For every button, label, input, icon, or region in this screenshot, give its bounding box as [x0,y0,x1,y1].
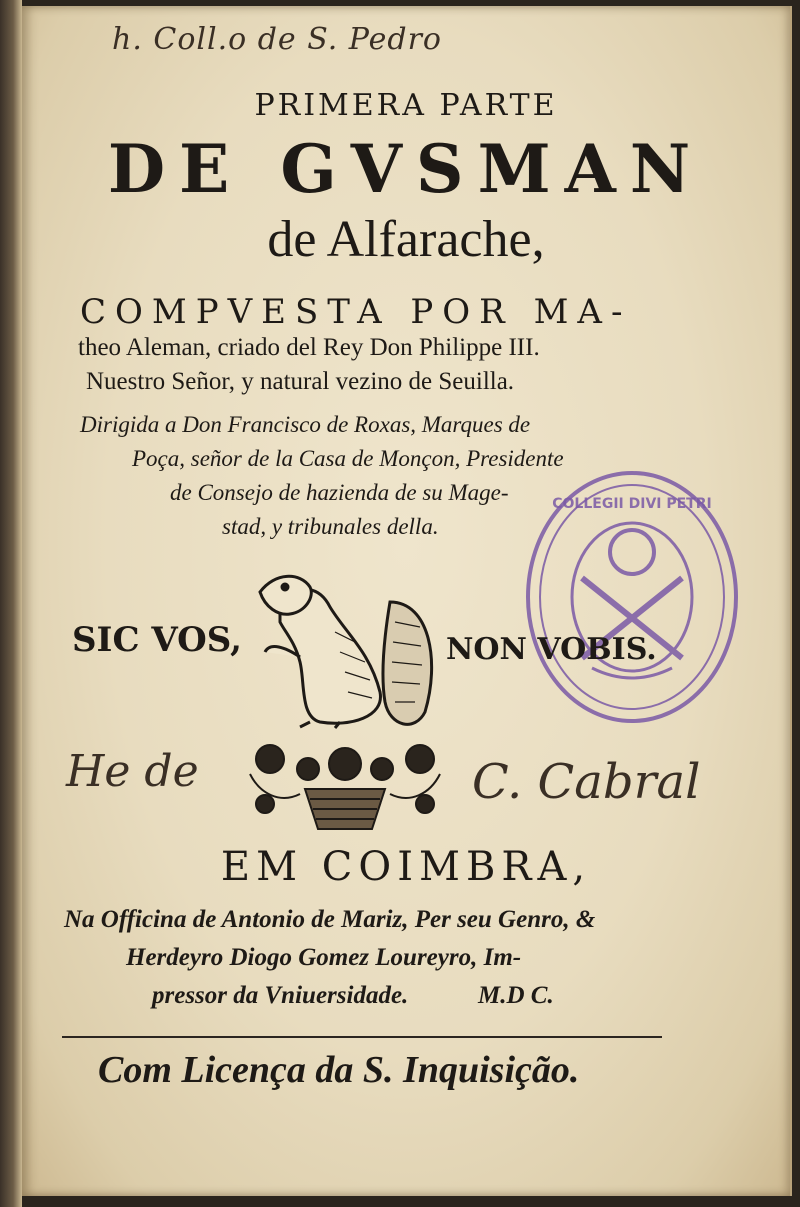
imprint-line-1: Na Officina de Antonio de Mariz, Per seu Genro, & [64,906,596,933]
fox-woodcut-icon [240,562,440,732]
imprint-year: M.D C. [478,982,554,1009]
title-line-1: PRIMERA PARTE [254,88,558,123]
author-line-1: COMPVESTA POR MA- [80,292,632,332]
dedication-line-3: de Consejo de hazienda de su Mage- [170,480,509,505]
library-stamp-icon [522,468,742,726]
book-spine [0,0,22,1207]
motto-right: NON VOBIS. [446,632,657,667]
dedication-line-2: Poça, señor de la Casa de Monçon, Presidente [132,446,564,471]
handwritten-note-right: C. Cabral [472,754,701,810]
stamp-text: COLLEGII DIVI PETRI [552,496,712,512]
imprint-line-2: Herdeyro Diogo Gomez Loureyro, Im- [126,944,522,971]
dedication-line-1: Dirigida a Don Francisco de Roxas, Marques de [80,412,531,437]
motto-left: SIC VOS, [72,620,242,660]
license-line: Com Licença da S. Inquisição. [98,1049,580,1091]
handwritten-note-left: He de [66,746,199,797]
imprint-line-3: pressor da Vniuersidade. [152,982,409,1009]
title-page [22,6,792,1196]
title-line-3: de Alfarache, [267,211,545,268]
ownership-inscription: h. Coll.o de S. Pedro [112,22,442,57]
divider-rule [62,1036,662,1038]
dedication-line-4: stad, y tribunales della. [222,514,439,539]
title-line-2: DE GVSMAN [107,130,705,208]
flower-basket-ornament-icon [240,734,450,834]
author-line-3: Nuestro Señor, y natural vezino de Seuilla. [86,368,515,395]
imprint-city: EM COIMBRA, [220,844,592,890]
author-line-2: theo Aleman, criado del Rey Don Philippe III. [78,334,540,361]
